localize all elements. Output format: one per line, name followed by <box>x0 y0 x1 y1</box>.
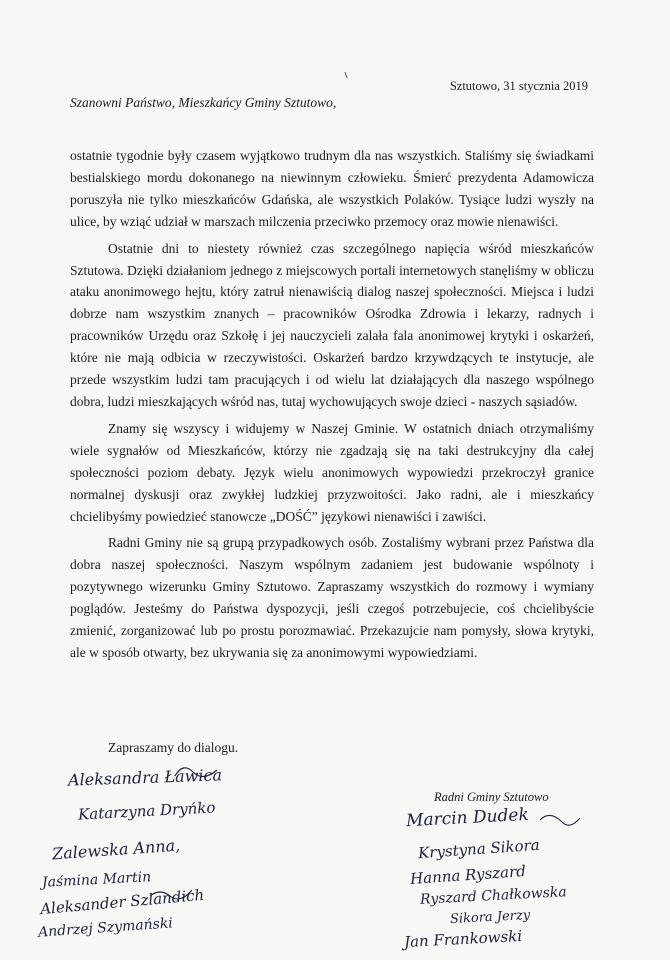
flourish-stroke-3 <box>540 815 580 825</box>
signature-left-4: Jaśmina Martin <box>41 869 152 891</box>
salutation: Szanowni Państwo, Mieszkańcy Gminy Sztutowo, <box>70 95 337 110</box>
flourish-stroke-1 <box>175 768 217 777</box>
signer-title: Radni Gminy Sztutowo <box>434 790 549 804</box>
flourish-stroke-2 <box>150 890 192 899</box>
signature-right-6: Jan Frankowski <box>403 926 523 952</box>
invitation-line: Zapraszamy do dialogu. <box>108 740 239 755</box>
signature-right-1: Marcin Dudek <box>405 804 530 832</box>
signature-left-6: Andrzej Szymański <box>37 915 174 941</box>
signature-left-5: Aleksander Szlandich <box>39 885 205 919</box>
signature-left-2: Katarzyna Dryńko <box>77 798 216 824</box>
signature-left-1: Aleksandra Ławica <box>67 765 223 790</box>
signature-right-5: Sikora Jerzy <box>449 907 531 928</box>
scan-speck <box>345 72 347 78</box>
letter-date: Sztutowo, 31 stycznia 2019 <box>449 79 588 93</box>
paragraph-3: Znamy się wszyscy i widujemy w Naszej Gminie. W ostatnich dniach otrzymaliśmy wiele sygnałów od Mieszkańców, którzy nie zgadzają się na taki destrukcyjny dla całej społeczności poziom debaty. Język wielu anonimowych wypowiedzi przekroczył granice normalnej dyskusji oraz zwykłej ludzkiej przyzwoitości. Jako radni, ale i mieszkańcy chcielibyśmy powiedzieć stanowcze „DOŚĆ” językowi nienawiści i zawiści. <box>70 420 594 524</box>
signature-right-4: Ryszard Chałkowska <box>419 884 568 908</box>
paragraph-1: ostatnie tygodnie były czasem wyjątkowo trudnym dla nas wszystkich. Staliśmy się świadkami bestialskiego mordu dokonanego na niewinnym człowieku. Śmierć prezydenta Adamowicza poruszyła nie tylko mieszkańców Gdańska, ale wszystkich Polaków. Tysiące ludzi wyszły na ulice, by wziąć udział w marszach milczenia przeciwko przemocy oraz mowie nienawiści. <box>70 148 594 229</box>
signature-right-2: Krystyna Sikora <box>417 835 541 863</box>
signature-left-3: Zalewska Anna, <box>51 835 181 864</box>
signature-right-3: Hanna Ryszard <box>409 861 527 889</box>
paragraph-4: Radni Gminy nie są grupą przypadkowych osób. Zostaliśmy wybrani przez Państwa dla dobra naszej społeczności. Naszym wspólnym zadaniem jest budowanie wspólnoty i pozytywnego wizerunku Gminy Sztutowo. Zapraszamy wszystkich do rozmowy i wymiany poglądów. Jesteśmy do Państwa dyspozycji, jeśli czegoś potrzebujecie, coś chcielibyście zmienić, zorganizować lub po prostu porozmawiać. Przekazujcie nam pomysły, słowa krytyki, ale w sposób otwarty, bez ukrywania się za anonimowymi wypowiedziami. <box>70 535 594 660</box>
paragraph-2: Ostatnie dni to niestety również czas szczególnego napięcia wśród mieszkańców Sztutowa. Dzięki działaniom jednego z miejscowych portali internetowych stanęliśmy w obliczu ataku anonimowego hejtu, który zatruł nienawiścią dialog naszej społeczności. Miejsca i ludzi dobrze nam wszystkim znanych – pracowników Ośrodka Zdrowia i lekarzy, radnych i pracowników Urzędu oraz Szkołę i jej nauczycieli zalała fala anonimowej krytyki i oskarżeń, które nie mają odbicia w rzeczywistości. Oskarżeń bardzo krzywdzących te instytucje, ale przede wszystkim ludzi tam pracujących i od wielu lat działających dla naszego wspólnego dobra, ludzi mieszkających wśród nas, tutaj wychowujących swoje dzieci - naszych sąsiadów. <box>70 240 594 409</box>
